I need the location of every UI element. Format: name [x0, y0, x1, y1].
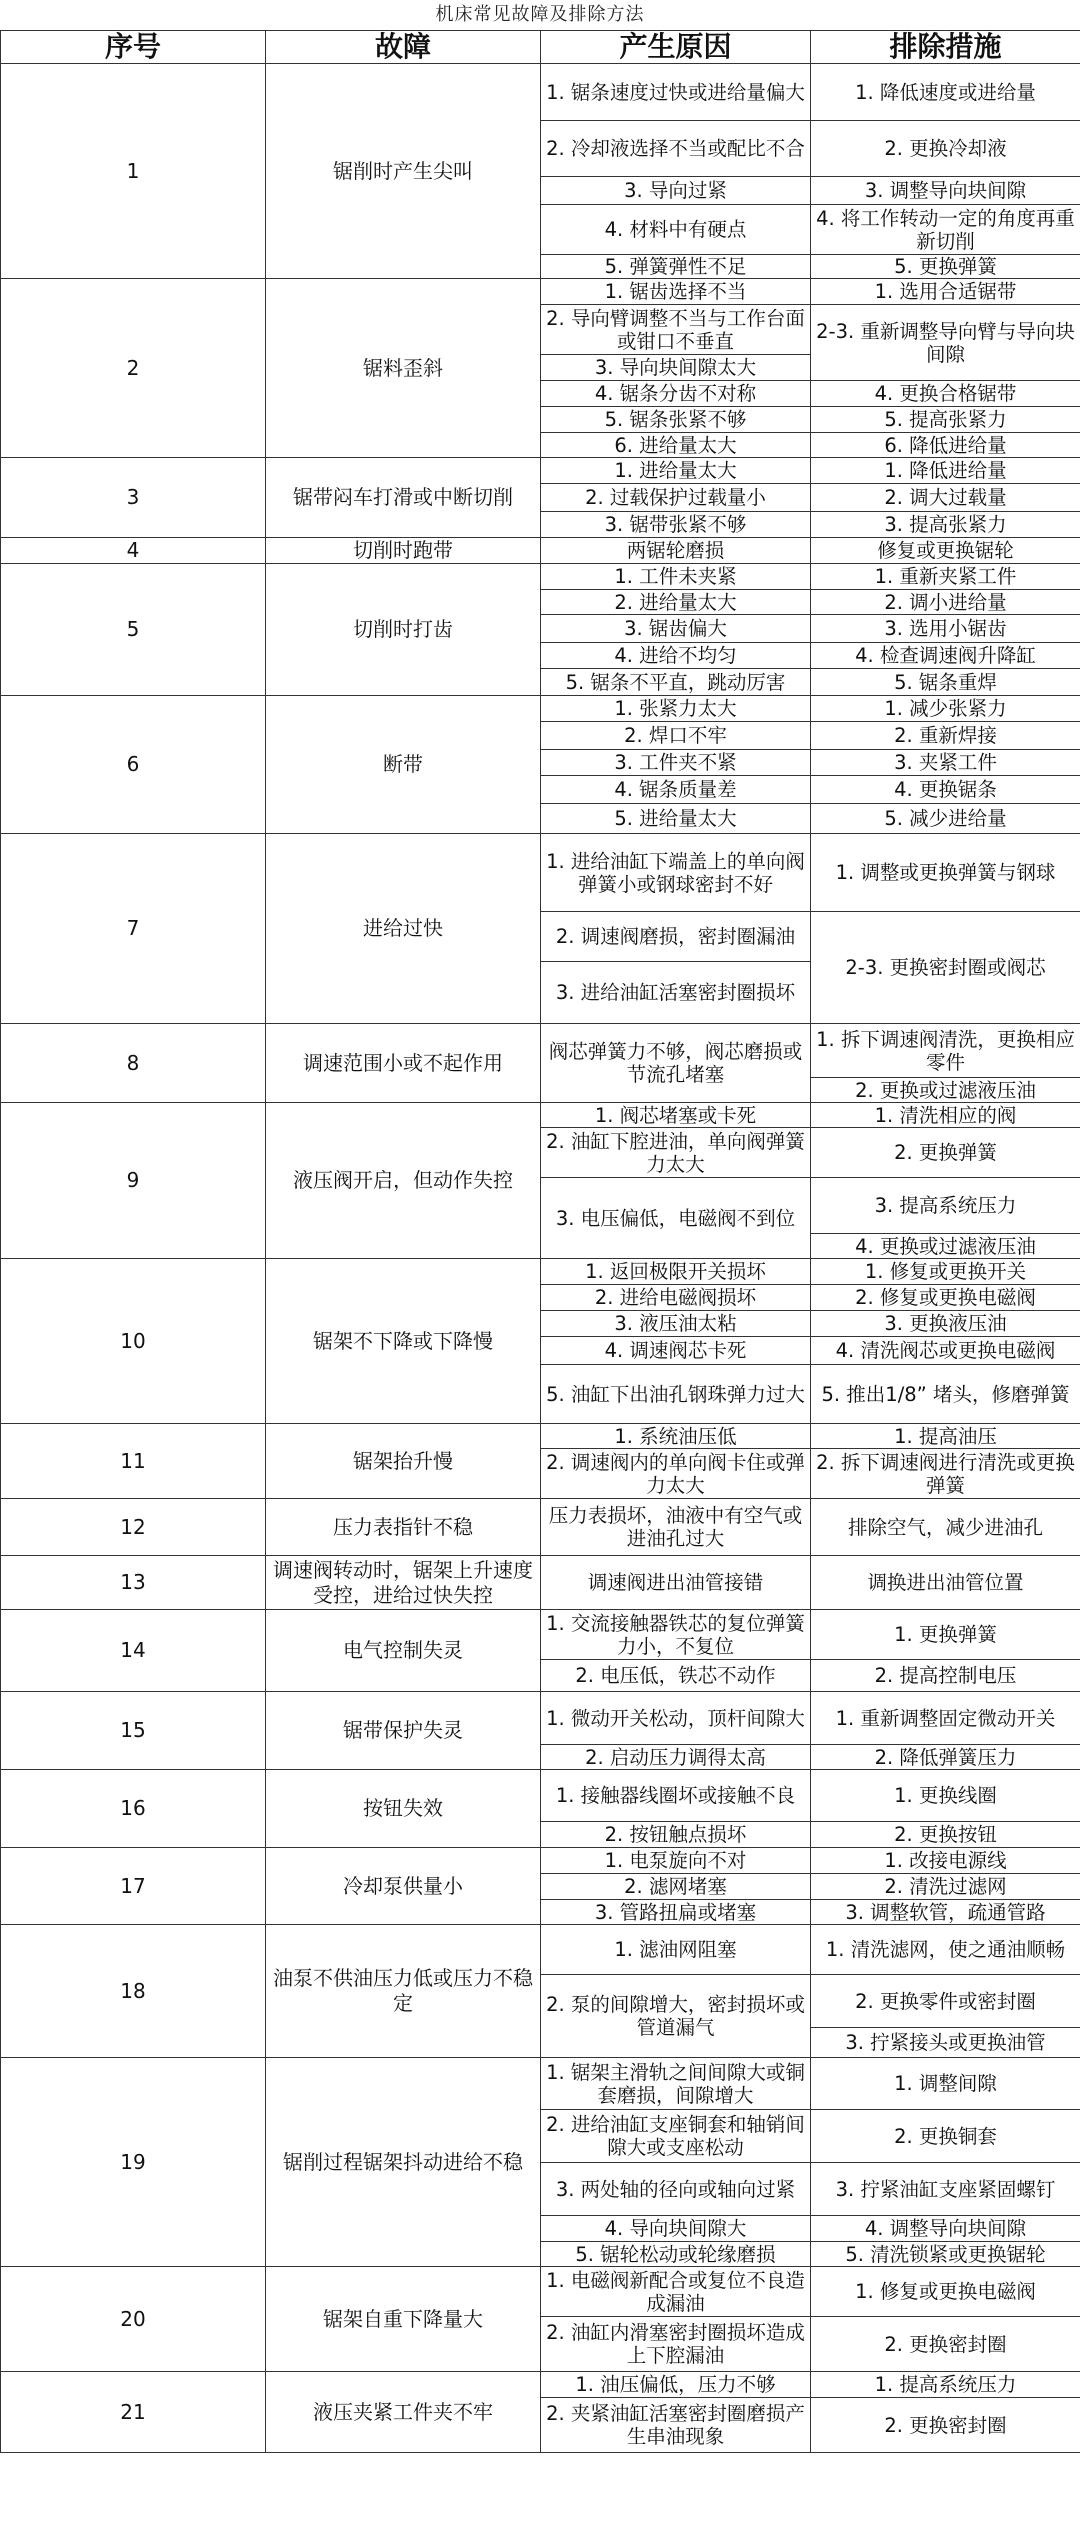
fix-cell: 2. 调大过载量: [811, 484, 1080, 512]
fault-cell: 冷却泵供量小: [266, 1848, 541, 1925]
cause-cell: 1. 工件未夹紧: [541, 564, 811, 590]
fix-cell: 2. 降低弹簧压力: [811, 1745, 1080, 1770]
fix-cell: 2. 拆下调速阀进行清洗或更换弹簧: [811, 1449, 1080, 1499]
fix-cell: 4. 更换合格锯带: [811, 381, 1080, 407]
fault-cell: 锯架自重下降量大: [266, 2267, 541, 2372]
cause-cell: 5. 弹簧弹性不足: [541, 255, 811, 279]
fix-cell: 5. 更换弹簧: [811, 255, 1080, 279]
cause-cell: 1. 系统油压低: [541, 1424, 811, 1449]
table-row: [1, 64, 1080, 121]
table-row: [1, 458, 1080, 484]
fix-cell: 1. 降低进给量: [811, 458, 1080, 484]
fix-cell: 5. 锯条重焊: [811, 669, 1080, 696]
fix-cell: 5. 提高张紧力: [811, 407, 1080, 433]
fix-cell: 1. 提高油压: [811, 1424, 1080, 1449]
fault-cell: 电气控制失灵: [266, 1610, 541, 1692]
row-number: 1: [1, 64, 266, 279]
table-row: [1, 1424, 1080, 1449]
fix-cell: 调换进出油管位置: [811, 1556, 1080, 1610]
fix-cell: 2. 调小进给量: [811, 590, 1080, 615]
cause-cell: 5. 油缸下出油孔钢珠弹力过大: [541, 1365, 811, 1424]
table-row: [1, 1610, 1080, 1660]
header-number: 序号: [1, 31, 266, 64]
cause-cell: 1. 滤油网阻塞: [541, 1925, 811, 1975]
table-row: [1, 1024, 1080, 1078]
row-number: 8: [1, 1024, 266, 1103]
fault-cell: 锯削过程锯架抖动进给不稳: [266, 2058, 541, 2267]
cause-cell: 3. 锯齿偏大: [541, 615, 811, 643]
fault-cell: 锯带保护失灵: [266, 1692, 541, 1770]
fix-cell: 1. 拆下调速阀清洗，更换相应零件: [811, 1024, 1080, 1078]
fix-cell: 1. 修复或更换电磁阀: [811, 2267, 1080, 2317]
row-number: 3: [1, 458, 266, 538]
cause-cell: 3. 进给油缸活塞密封圈损坏: [541, 962, 811, 1024]
row-number: 5: [1, 564, 266, 696]
row-number: 13: [1, 1556, 266, 1610]
cause-cell: 2. 进给电磁阀损坏: [541, 1285, 811, 1311]
table-row: [1, 1259, 1080, 1285]
fix-cell: 2. 修复或更换电磁阀: [811, 1285, 1080, 1311]
cause-cell: 2. 调速阀内的单向阀卡住或弹力太大: [541, 1449, 811, 1499]
cause-cell: 4. 导向块间隙大: [541, 2216, 811, 2242]
table-row: [1, 538, 1080, 564]
cause-cell: 3. 工件夹不紧: [541, 750, 811, 776]
cause-cell: 2. 电压低，铁芯不动作: [541, 1660, 811, 1692]
fix-cell: 2-3. 更换密封圈或阀芯: [811, 912, 1080, 1024]
fix-cell: 1. 修复或更换开关: [811, 1259, 1080, 1285]
table-row: [1, 1692, 1080, 1745]
row-number: 4: [1, 538, 266, 564]
cause-cell: 1. 返回极限开关损坏: [541, 1259, 811, 1285]
fault-cell: 锯削时产生尖叫: [266, 64, 541, 279]
cause-cell: 4. 锯条质量差: [541, 776, 811, 804]
cause-cell: 2. 进给油缸支座铜套和轴销间隙大或支座松动: [541, 2110, 811, 2163]
cause-cell: 1. 电泵旋向不对: [541, 1848, 811, 1874]
cause-cell: 5. 锯条张紧不够: [541, 407, 811, 433]
fault-cell: 锯架抬升慢: [266, 1424, 541, 1499]
fault-cell: 进给过快: [266, 834, 541, 1024]
table-header-row: [1, 31, 1080, 64]
table-row: [1, 1103, 1080, 1128]
fault-cell: 切削时跑带: [266, 538, 541, 564]
fix-cell: 3. 拧紧接头或更换油管: [811, 2028, 1080, 2058]
cause-cell: 1. 锯条速度过快或进给量偏大: [541, 64, 811, 121]
table-row: [1, 279, 1080, 305]
cause-cell: 2. 焊口不牢: [541, 722, 811, 750]
cause-cell: 2. 调速阀磨损，密封圈漏油: [541, 912, 811, 962]
fix-cell: 2. 清洗过滤网: [811, 1874, 1080, 1900]
cause-cell: 2. 油缸内滑塞密封圈损坏造成上下腔漏油: [541, 2317, 811, 2372]
cause-cell: 3. 管路扭扁或堵塞: [541, 1900, 811, 1925]
row-number: 17: [1, 1848, 266, 1925]
fix-cell: 4. 将工作转动一定的角度再重新切削: [811, 205, 1080, 255]
table-row: [1, 2372, 1080, 2398]
fix-cell: 4. 清洗阀芯或更换电磁阀: [811, 1337, 1080, 1365]
table-row: [1, 1848, 1080, 1874]
row-number: 12: [1, 1499, 266, 1556]
fix-cell: 2. 更换或过滤液压油: [811, 1078, 1080, 1103]
cause-cell: 1. 张紧力太大: [541, 696, 811, 722]
fault-cell: 切削时打齿: [266, 564, 541, 696]
row-number: 16: [1, 1770, 266, 1848]
row-number: 21: [1, 2372, 266, 2453]
fix-cell: 2. 更换铜套: [811, 2110, 1080, 2163]
cause-cell: 1. 交流接触器铁芯的复位弹簧力小，不复位: [541, 1610, 811, 1660]
fix-cell: 1. 调整或更换弹簧与钢球: [811, 834, 1080, 912]
cause-cell: 2. 滤网堵塞: [541, 1874, 811, 1900]
fix-cell: 1. 提高系统压力: [811, 2372, 1080, 2398]
fix-cell: 5. 推出1/8” 堵头，修磨弹簧: [811, 1365, 1080, 1424]
fix-cell: 3. 选用小锯齿: [811, 615, 1080, 643]
cause-cell: 阀芯弹簧力不够，阀芯磨损或节流孔堵塞: [541, 1024, 811, 1103]
cause-cell: 4. 锯条分齿不对称: [541, 381, 811, 407]
fix-cell: 2. 更换密封圈: [811, 2317, 1080, 2372]
fix-cell: 1. 清洗相应的阀: [811, 1103, 1080, 1128]
fix-cell: 3. 调整导向块间隙: [811, 177, 1080, 205]
table-row: [1, 2058, 1080, 2110]
fix-cell: 3. 更换液压油: [811, 1311, 1080, 1337]
table-row: [1, 2267, 1080, 2317]
fault-cell: 调速阀转动时，锯架上升速度受控，进给过快失控: [266, 1556, 541, 1610]
cause-cell: 2. 导向臂调整不当与工作台面或钳口不垂直: [541, 305, 811, 355]
fault-cell: 油泵不供油压力低或压力不稳定: [266, 1925, 541, 2058]
fix-cell: 3. 调整软管，疏通管路: [811, 1900, 1080, 1925]
cause-cell: 2. 泵的间隙增大，密封损坏或管道漏气: [541, 1975, 811, 2058]
cause-cell: 4. 材料中有硬点: [541, 205, 811, 255]
header-fault: 故障: [266, 31, 541, 64]
table-row: [1, 1770, 1080, 1822]
cause-cell: 压力表损坏，油液中有空气或进油孔过大: [541, 1499, 811, 1556]
cause-cell: 1. 进给量太大: [541, 458, 811, 484]
fix-cell: 1. 清洗滤网，使之通油顺畅: [811, 1925, 1080, 1975]
cause-cell: 两锯轮磨损: [541, 538, 811, 564]
cause-cell: 调速阀进出油管接错: [541, 1556, 811, 1610]
cause-cell: 3. 导向块间隙太大: [541, 355, 811, 381]
cause-cell: 2. 冷却液选择不当或配比不合: [541, 121, 811, 177]
fault-cell: 液压夹紧工件夹不牢: [266, 2372, 541, 2453]
cause-cell: 2. 油缸下腔进油，单向阀弹簧力太大: [541, 1128, 811, 1178]
row-number: 19: [1, 2058, 266, 2267]
cause-cell: 1. 进给油缸下端盖上的单向阀弹簧小或钢球密封不好: [541, 834, 811, 912]
fault-cell: 液压阀开启，但动作失控: [266, 1103, 541, 1259]
page-title: 机床常见故障及排除方法: [435, 4, 645, 25]
cause-cell: 6. 进给量太大: [541, 433, 811, 458]
fix-cell: 1. 降低速度或进给量: [811, 64, 1080, 121]
cause-cell: 4. 进给不均匀: [541, 643, 811, 669]
fix-cell: 2. 提高控制电压: [811, 1660, 1080, 1692]
fix-cell: 4. 更换锯条: [811, 776, 1080, 804]
fix-cell: 3. 提高系统压力: [811, 1178, 1080, 1234]
cause-cell: 3. 两处轴的径向或轴向过紧: [541, 2163, 811, 2216]
fix-cell: 4. 检查调速阀升降缸: [811, 643, 1080, 669]
cause-cell: 3. 锯带张紧不够: [541, 512, 811, 538]
cause-cell: 5. 锯轮松动或轮缘磨损: [541, 2242, 811, 2267]
fix-cell: 1. 重新夹紧工件: [811, 564, 1080, 590]
table-row: [1, 834, 1080, 912]
cause-cell: 3. 电压偏低，电磁阀不到位: [541, 1178, 811, 1259]
fix-cell: 3. 提高张紧力: [811, 512, 1080, 538]
row-number: 6: [1, 696, 266, 834]
cause-cell: 2. 进给量太大: [541, 590, 811, 615]
fault-cell: 锯带闷车打滑或中断切削: [266, 458, 541, 538]
fault-cell: 锯料歪斜: [266, 279, 541, 458]
cause-cell: 3. 导向过紧: [541, 177, 811, 205]
row-number: 20: [1, 2267, 266, 2372]
row-number: 10: [1, 1259, 266, 1424]
fix-cell: 3. 拧紧油缸支座紧固螺钉: [811, 2163, 1080, 2216]
table-row: [1, 1925, 1080, 1975]
fix-cell: 4. 更换或过滤液压油: [811, 1234, 1080, 1259]
table-row: [1, 564, 1080, 590]
row-number: 15: [1, 1692, 266, 1770]
fix-cell: 1. 重新调整固定微动开关: [811, 1692, 1080, 1745]
fix-cell: 2-3. 重新调整导向臂与导向块间隙: [811, 305, 1080, 381]
fix-cell: 1. 选用合适锯带: [811, 279, 1080, 305]
fix-cell: 2. 更换冷却液: [811, 121, 1080, 177]
cause-cell: 1. 接触器线圈坏或接触不良: [541, 1770, 811, 1822]
table-row: [1, 1499, 1080, 1556]
cause-cell: 5. 锯条不平直，跳动厉害: [541, 669, 811, 696]
header-fix: 排除措施: [811, 31, 1080, 64]
row-number: 2: [1, 279, 266, 458]
fix-cell: 1. 改接电源线: [811, 1848, 1080, 1874]
cause-cell: 2. 夹紧油缸活塞密封圈磨损产生串油现象: [541, 2398, 811, 2453]
cause-cell: 3. 液压油太粘: [541, 1311, 811, 1337]
row-number: 18: [1, 1925, 266, 2058]
row-number: 7: [1, 834, 266, 1024]
fault-cell: 压力表指针不稳: [266, 1499, 541, 1556]
fix-cell: 1. 更换线圈: [811, 1770, 1080, 1822]
fix-cell: 2. 更换密封圈: [811, 2398, 1080, 2453]
fix-cell: 5. 清洗锁紧或更换锯轮: [811, 2242, 1080, 2267]
row-number: 9: [1, 1103, 266, 1259]
cause-cell: 2. 过载保护过载量小: [541, 484, 811, 512]
fault-cell: 锯架不下降或下降慢: [266, 1259, 541, 1424]
row-number: 14: [1, 1610, 266, 1692]
cause-cell: 1. 油压偏低，压力不够: [541, 2372, 811, 2398]
fix-cell: 修复或更换锯轮: [811, 538, 1080, 564]
fix-cell: 2. 重新焊接: [811, 722, 1080, 750]
row-number: 11: [1, 1424, 266, 1499]
fix-cell: 4. 调整导向块间隙: [811, 2216, 1080, 2242]
header-cause: 产生原因: [541, 31, 811, 64]
fix-cell: 排除空气，减少进油孔: [811, 1499, 1080, 1556]
fix-cell: 1. 减少张紧力: [811, 696, 1080, 722]
cause-cell: 2. 按钮触点损坏: [541, 1822, 811, 1848]
table-row: [1, 1556, 1080, 1610]
fix-cell: 2. 更换弹簧: [811, 1128, 1080, 1178]
cause-cell: 1. 锯齿选择不当: [541, 279, 811, 305]
fix-cell: 1. 调整间隙: [811, 2058, 1080, 2110]
cause-cell: 5. 进给量太大: [541, 804, 811, 834]
fix-cell: 2. 更换按钮: [811, 1822, 1080, 1848]
fix-cell: 1. 更换弹簧: [811, 1610, 1080, 1660]
fix-cell: 3. 夹紧工件: [811, 750, 1080, 776]
cause-cell: 1. 电磁阀新配合或复位不良造成漏油: [541, 2267, 811, 2317]
cause-cell: 1. 阀芯堵塞或卡死: [541, 1103, 811, 1128]
cause-cell: 1. 微动开关松动，顶杆间隙大: [541, 1692, 811, 1745]
fault-cell: 按钮失效: [266, 1770, 541, 1848]
fix-cell: 5. 减少进给量: [811, 804, 1080, 834]
fix-cell: 6. 降低进给量: [811, 433, 1080, 458]
cause-cell: 4. 调速阀芯卡死: [541, 1337, 811, 1365]
fault-table: [0, 30, 1080, 2453]
fix-cell: 2. 更换零件或密封圈: [811, 1975, 1080, 2028]
table-row: [1, 696, 1080, 722]
fault-cell: 调速范围小或不起作用: [266, 1024, 541, 1103]
cause-cell: 1. 锯架主滑轨之间间隙大或铜套磨损，间隙增大: [541, 2058, 811, 2110]
cause-cell: 2. 启动压力调得太高: [541, 1745, 811, 1770]
fault-cell: 断带: [266, 696, 541, 834]
